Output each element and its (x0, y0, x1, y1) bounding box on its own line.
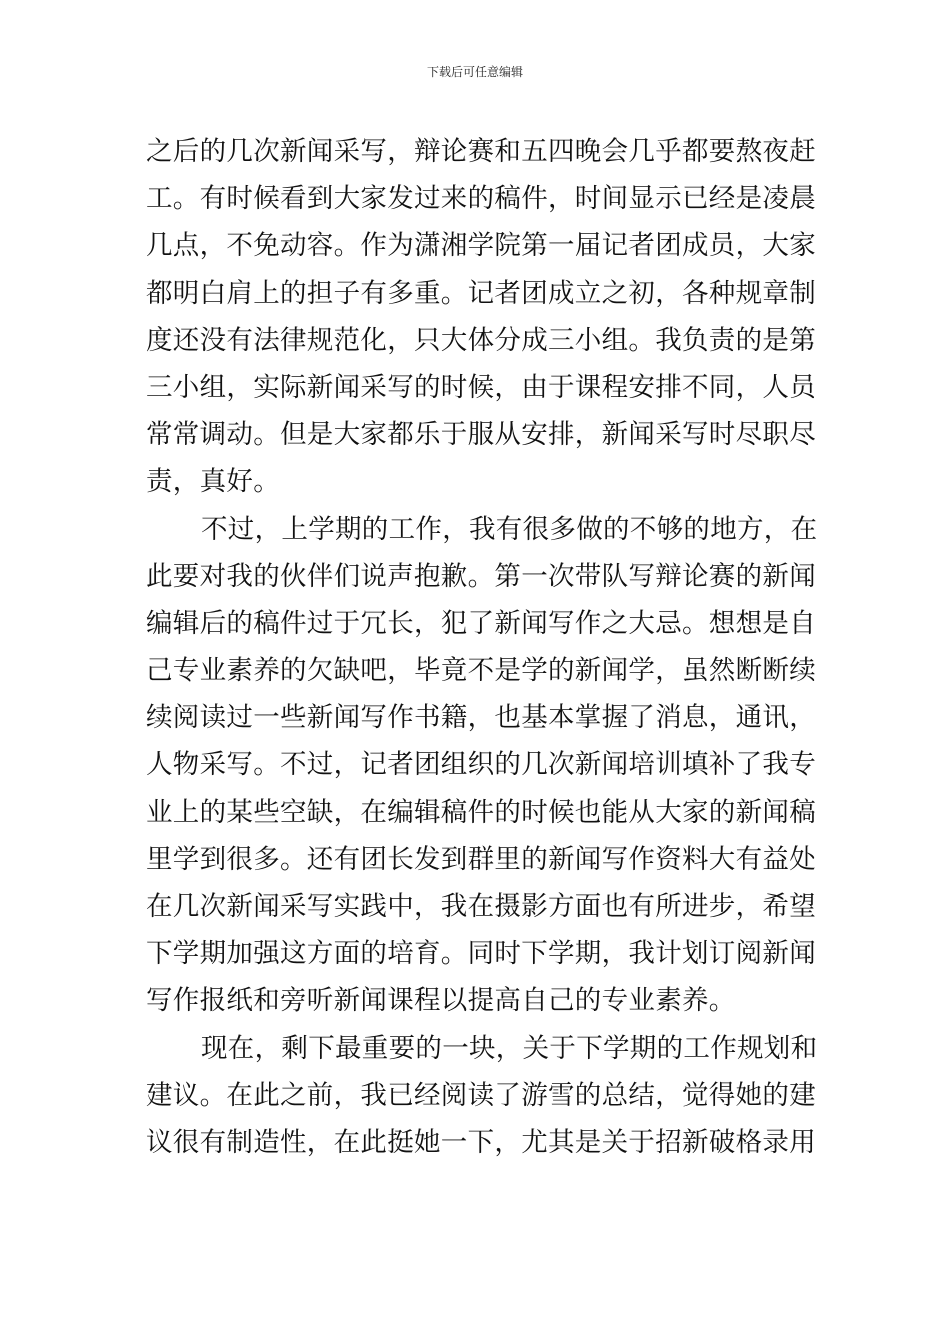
text-line: 业上的某些空缺，在编辑稿件的时候也能从大家的新闻稿 (146, 796, 816, 828)
paragraph-first-line: 现在，剩下最重要的一块，关于下学期的工作规划和 (201, 1032, 818, 1064)
text-line: 写作报纸和旁听新闻课程以提高自己的专业素养。 (146, 985, 736, 1017)
paragraph-first-line: 不过，上学期的工作，我有很多做的不够的地方，在 (201, 513, 818, 545)
text-line: 建议。在此之前，我已经阅读了游雪的总结，觉得她的建 (146, 1079, 816, 1111)
text-line: 工。有时候看到大家发过来的稿件，时间显示已经是凌晨 (146, 183, 816, 215)
text-line: 责，真好。 (146, 466, 280, 498)
text-line: 三小组，实际新闻采写的时候，由于课程安排不同，人员 (146, 371, 816, 403)
text-line: 此要对我的伙伴们说声抱歉。第一次带队写辩论赛的新闻 (146, 560, 816, 592)
text-line: 度还没有法律规范化，只大体分成三小组。我负责的是第 (146, 324, 816, 356)
text-line: 都明白肩上的担子有多重。记者团成立之初，各种规章制 (146, 277, 816, 309)
text-line: 续阅读过一些新闻写作书籍，也基本掌握了消息，通讯， (146, 702, 816, 734)
text-line: 在几次新闻采写实践中，我在摄影方面也有所进步，希望 (146, 891, 816, 922)
page-header: 下载后可任意编辑 (426, 65, 523, 79)
text-line: 里学到很多。还有团长发到群里的新闻写作资料大有益处 (146, 843, 816, 875)
text-line: 下学期加强这方面的培育。同时下学期，我计划订阅新闻 (146, 938, 816, 970)
text-line: 之后的几次新闻采写，辩论赛和五四晚会几乎都要熬夜赶 (146, 136, 816, 167)
text-line: 议很有制造性，在此挺她一下，尤其是关于招新破格录用 (146, 1126, 816, 1158)
text-line: 几点，不免动容。作为潇湘学院第一届记者团成员，大家 (146, 230, 816, 262)
text-line: 常常调动。但是大家都乐于服从安排，新闻采写时尽职尽 (146, 419, 816, 451)
body-text (146, 128, 818, 1166)
text-line: 人物采写。不过，记者团组织的几次新闻培训填补了我专 (146, 749, 816, 781)
text-line: 编辑后的稿件过于冗长，犯了新闻写作之大忌。想想是自 (146, 607, 816, 639)
text-line: 己专业素养的欠缺吧，毕竟不是学的新闻学，虽然断断续 (146, 655, 816, 687)
